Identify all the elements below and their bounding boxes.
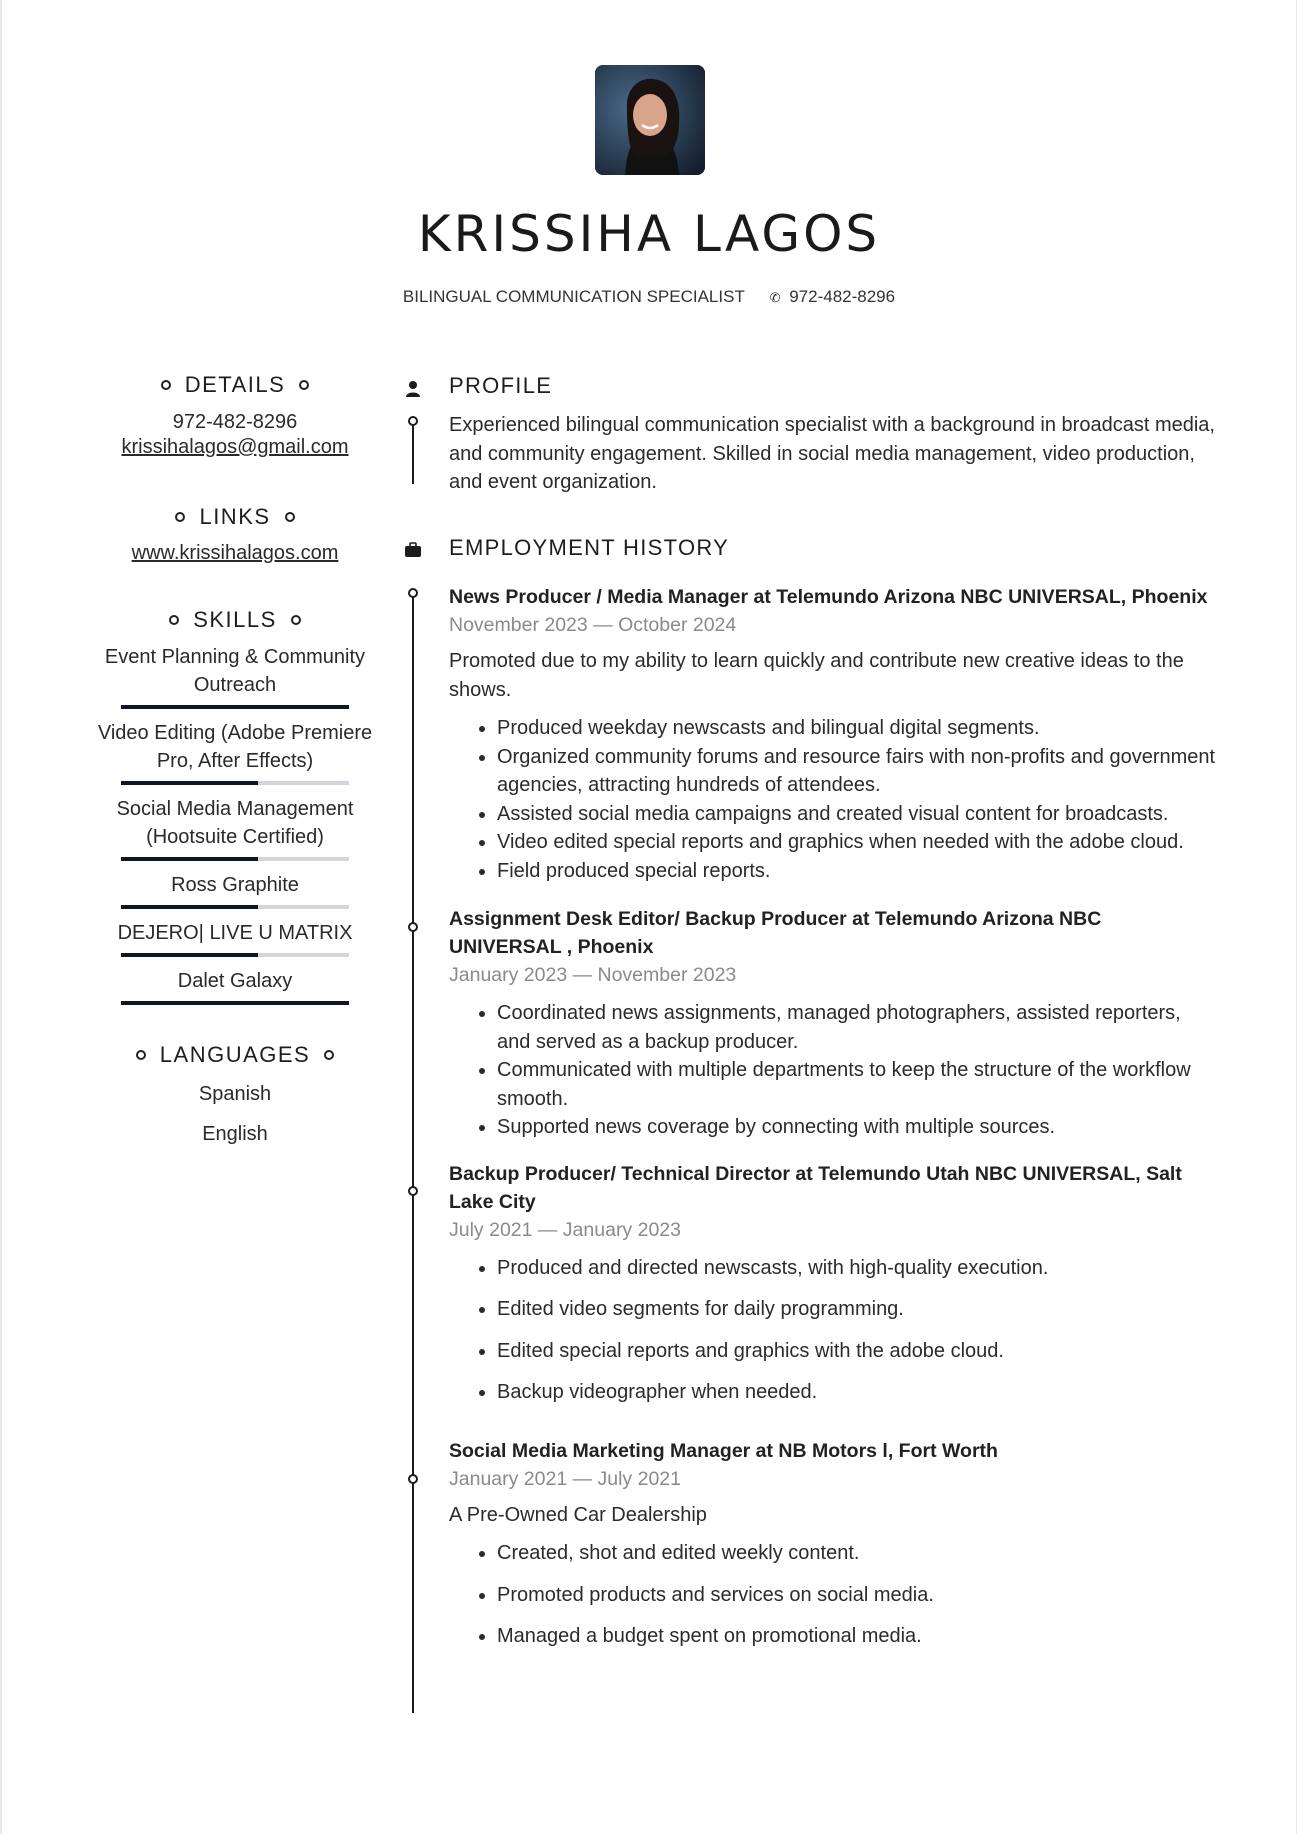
languages-section xyxy=(94,1042,376,1148)
job-bullet: • Produced weekday newscasts and bilingual digital segments. xyxy=(497,714,1219,743)
skill-name: Ross Graphite xyxy=(171,874,299,896)
language-item: Spanish xyxy=(198,1083,272,1105)
candidate-name: KRISSIHA LAGOS xyxy=(417,205,881,263)
language-item: English xyxy=(202,1123,268,1145)
jobs-list xyxy=(449,583,1219,1651)
job-bullet: • Communicated with multiple departments to keep the structure of the workflow smooth. xyxy=(497,1056,1219,1113)
job-bullet: • Supported news coverage by connecting with multiple sources. xyxy=(497,1113,1219,1142)
job-entry xyxy=(449,905,1219,1142)
skills-heading xyxy=(94,607,376,633)
job-bullet: • Backup videographer when needed. xyxy=(497,1378,1219,1407)
skill-level-fill xyxy=(121,953,258,957)
job-bullets xyxy=(449,714,1219,885)
resume-page xyxy=(2,0,1296,1834)
job-dates: January 2023 — November 2023 xyxy=(449,964,737,986)
skill-level-bar xyxy=(121,905,349,909)
profile-timeline-node xyxy=(408,416,418,426)
job-description: A Pre-Owned Car Dealership xyxy=(449,1503,707,1526)
ring-icon xyxy=(291,615,301,625)
links-heading xyxy=(94,504,376,530)
skill-level-fill xyxy=(121,1001,349,1005)
person-icon xyxy=(404,380,422,398)
job-bullets xyxy=(449,1254,1219,1407)
job-entry xyxy=(449,1160,1219,1407)
ring-icon xyxy=(169,615,179,625)
job-bullet: • Assisted social media campaigns and created visual content for broadcasts. xyxy=(497,800,1219,829)
job-bullet: • Edited video segments for daily programming. xyxy=(497,1295,1219,1324)
job-dates: January 2021 — July 2021 xyxy=(449,1467,681,1490)
skill-item xyxy=(94,643,376,709)
ring-icon xyxy=(136,1050,146,1060)
job-entry xyxy=(449,1437,1219,1651)
job-title: BILINGUAL COMMUNICATION SPECIALIST xyxy=(402,287,745,306)
skills-list xyxy=(94,643,376,1005)
profile-timeline-line xyxy=(412,420,414,484)
job-bullet: • Video edited special reports and graphics when needed with the adobe cloud. xyxy=(497,828,1219,857)
links-heading-label: LINKS xyxy=(199,504,271,529)
skill-level-bar xyxy=(121,1001,349,1005)
briefcase-icon xyxy=(404,541,422,559)
phone-icon: ✆ xyxy=(769,290,781,305)
skill-level-fill xyxy=(121,857,258,861)
ring-icon xyxy=(324,1050,334,1060)
job-bullet: • Edited special reports and graphics with the adobe cloud. xyxy=(497,1337,1219,1366)
job-dates: November 2023 — October 2024 xyxy=(449,614,737,636)
employment-section xyxy=(449,535,1219,1664)
skill-item xyxy=(94,967,376,1005)
details-email-link[interactable]: krissihalagos@gmail.com xyxy=(121,436,349,458)
job-bullet: • Coordinated news assignments, managed photographers, assisted reporters, and served as a backup producer. xyxy=(497,999,1219,1056)
skill-item xyxy=(94,919,376,957)
employment-heading: EMPLOYMENT HISTORY xyxy=(449,535,730,560)
job-title: Social Media Marketing Manager at NB Motors l, Fort Worth xyxy=(449,1439,998,1462)
skills-heading-label: SKILLS xyxy=(193,607,277,632)
job-title: Assignment Desk Editor/ Backup Producer at Telemundo Arizona NBC UNIVERSAL , Phoenix xyxy=(449,908,1102,958)
skill-level-bar xyxy=(121,857,349,861)
skill-name: Social Media Management (Hootsuite Certified) xyxy=(116,798,354,848)
timeline-node xyxy=(408,588,418,598)
job-title: Backup Producer/ Technical Director at Telemundo Utah NBC UNIVERSAL, Salt Lake City xyxy=(449,1162,1182,1213)
subtitle-line xyxy=(2,287,1296,307)
job-description: Promoted due to my ability to learn quickly and contribute new creative ideas to the shows. xyxy=(449,650,1184,701)
skill-level-fill xyxy=(121,905,258,909)
job-bullet: • Promoted products and services on social media. xyxy=(497,1581,1219,1610)
job-title: News Producer / Media Manager at Telemundo Arizona NBC UNIVERSAL, Phoenix xyxy=(449,586,1208,608)
job-bullet: • Organized community forums and resource fairs with non-profits and government agencies, attracting hundreds of attendees. xyxy=(497,743,1219,800)
profile-text: Experienced bilingual communication specialist with a background in broadcast media, and community engagement. Skilled in social media management, video production, and event organization. xyxy=(449,414,1215,493)
job-dates: July 2021 — January 2023 xyxy=(449,1218,681,1241)
job-bullets xyxy=(449,999,1219,1142)
skill-name: Dalet Galaxy xyxy=(177,970,293,992)
profile-heading: PROFILE xyxy=(449,373,553,398)
profile-photo xyxy=(595,65,705,175)
skill-level-bar xyxy=(121,953,349,957)
languages-heading-label: LANGUAGES xyxy=(159,1042,311,1067)
details-heading-label: DETAILS xyxy=(184,372,286,397)
job-bullet: • Field produced special reports. xyxy=(497,857,1219,886)
skill-name: Video Editing (Adobe Premiere Pro, After Effects) xyxy=(97,722,373,772)
links-section xyxy=(94,504,376,565)
skill-level-fill xyxy=(121,781,258,785)
skill-item xyxy=(94,795,376,861)
skill-level-bar xyxy=(121,705,349,709)
languages-list xyxy=(94,1080,376,1148)
header-phone: 972-482-8296 xyxy=(789,287,896,306)
job-bullet: • Managed a budget spent on promotional media. xyxy=(497,1622,1219,1651)
timeline-node xyxy=(408,922,418,932)
ring-icon xyxy=(299,380,309,390)
details-phone: 972-482-8296 xyxy=(172,411,298,433)
skill-name: DEJERO| LIVE U MATRIX xyxy=(117,922,353,944)
website-link[interactable]: www.krissihalagos.com xyxy=(131,542,339,564)
job-entry xyxy=(449,583,1219,885)
skill-name: Event Planning & Community Outreach xyxy=(104,646,366,696)
ring-icon xyxy=(285,512,295,522)
skill-item xyxy=(94,871,376,909)
skills-section xyxy=(94,607,376,1005)
ring-icon xyxy=(175,512,185,522)
job-bullet: • Created, shot and edited weekly content. xyxy=(497,1539,1219,1568)
profile-section xyxy=(449,373,1219,497)
skill-item xyxy=(94,719,376,785)
skill-level-bar xyxy=(121,781,349,785)
skill-level-fill xyxy=(121,705,349,709)
languages-heading xyxy=(94,1042,376,1068)
details-section xyxy=(94,372,376,459)
job-bullet: • Produced and directed newscasts, with high-quality execution. xyxy=(497,1254,1219,1283)
job-bullets xyxy=(449,1539,1219,1651)
timeline-node xyxy=(408,1474,418,1484)
details-heading xyxy=(94,372,376,398)
ring-icon xyxy=(161,380,171,390)
timeline-node xyxy=(408,1186,418,1196)
employment-timeline-line xyxy=(412,593,414,1713)
